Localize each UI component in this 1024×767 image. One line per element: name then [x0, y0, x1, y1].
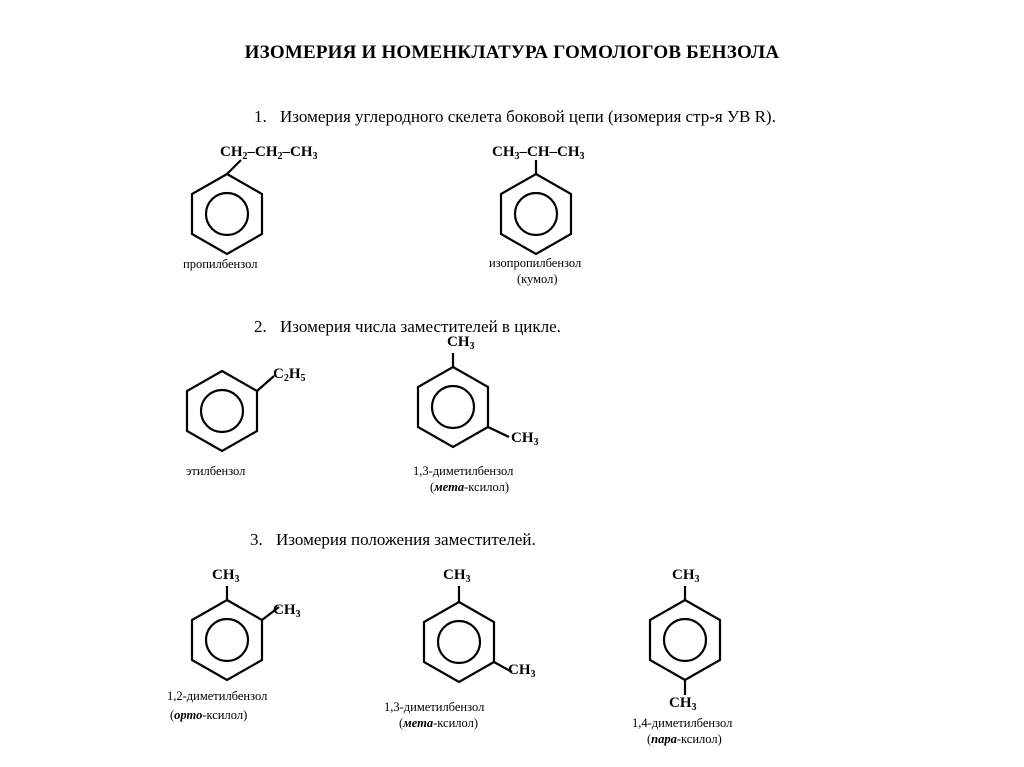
paren-open: ( [647, 732, 652, 746]
ethyl-group-formula: $C_2H_5$ [273, 366, 306, 384]
paren-open: ( [170, 708, 175, 722]
ethylbenzene-name: этилбензол [186, 464, 246, 478]
section-1-text: Изомерия углеродного скелета боковой цепи (изомерия стр-я УВ R). [280, 107, 776, 126]
paren-close: ) [717, 732, 722, 746]
isopropylbenzene-name: изопропилбензол [489, 256, 582, 270]
meta-xylene-top-methyl: $CH_3$ [447, 334, 475, 352]
para-xylene-trivial [647, 732, 722, 747]
page-title: ИЗОМЕРИЯ И НОМЕНКЛАТУРА ГОМОЛОГОВ БЕНЗОЛА [244, 42, 780, 63]
benzene-ring-para-xylene [637, 585, 737, 705]
section-2-heading [254, 317, 561, 337]
trivial-suffix: -ксилол [202, 708, 244, 722]
benzene-ring-ethylbenzene [176, 360, 286, 460]
ortho-xylene-trivial [170, 708, 247, 723]
paren-close: ) [473, 716, 478, 730]
benzene-ring-isopropylbenzene [488, 160, 588, 260]
ortho-xylene-top-methyl: $CH_3$ [212, 567, 240, 585]
propylbenzene-name: пропилбензол [183, 257, 258, 271]
trivial-prefix: мета [403, 716, 434, 730]
para-xylene-top-methyl: $CH_3$ [672, 567, 700, 585]
section-1-number: 1. [254, 107, 267, 126]
benzene-ring-propylbenzene [181, 160, 281, 260]
isopropyl-chain-formula: $CH_3-CH-CH_3$ [492, 144, 585, 162]
meta-xylene-side-methyl-2: $CH_3$ [508, 662, 536, 680]
propyl-chain-formula: $CH_2-CH_2-CH_3$ [220, 144, 318, 162]
section-1-heading [254, 107, 776, 127]
paren-close: ) [243, 708, 248, 722]
benzene-ring-ortho-xylene [181, 583, 291, 693]
trivial-prefix: орто [174, 708, 203, 722]
para-xylene-name: 1,4-диметилбензол [632, 716, 733, 730]
meta-xylene-trivial-2 [399, 716, 478, 731]
paren-open: ( [430, 480, 435, 494]
meta-xylene-name-2: 1,3-диметилбензол [384, 700, 485, 714]
trivial-suffix: -ксилол [464, 480, 505, 494]
trivial-prefix: пара [651, 732, 677, 746]
para-xylene-bottom-methyl: $CH_3$ [669, 695, 697, 713]
ortho-xylene-name: 1,2-диметилбензол [167, 689, 268, 703]
paren-close: ) [504, 480, 509, 494]
meta-xylene-side-methyl: $CH_3$ [511, 430, 539, 448]
section-3-text: Изомерия положения заместителей. [276, 530, 536, 549]
meta-xylene-trivial-1 [430, 480, 509, 495]
paren-open: ( [399, 716, 404, 730]
trivial-suffix: -ксилол [676, 732, 718, 746]
cumene-name: (кумол) [517, 272, 558, 286]
section-2-number: 2. [254, 317, 267, 336]
section-3-number: 3. [250, 530, 263, 549]
ortho-xylene-side-methyl: $CH_3$ [273, 602, 301, 620]
trivial-prefix: мета [434, 480, 465, 494]
section-2-text: Изомерия числа заместителей в цикле. [280, 317, 561, 336]
meta-xylene-top-methyl-2: $CH_3$ [443, 567, 471, 585]
benzene-ring-meta-xylene-1 [405, 350, 525, 460]
meta-xylene-name-1: 1,3-диметилбензол [413, 464, 514, 478]
trivial-suffix: -ксилол [433, 716, 474, 730]
section-3-heading [250, 530, 536, 550]
